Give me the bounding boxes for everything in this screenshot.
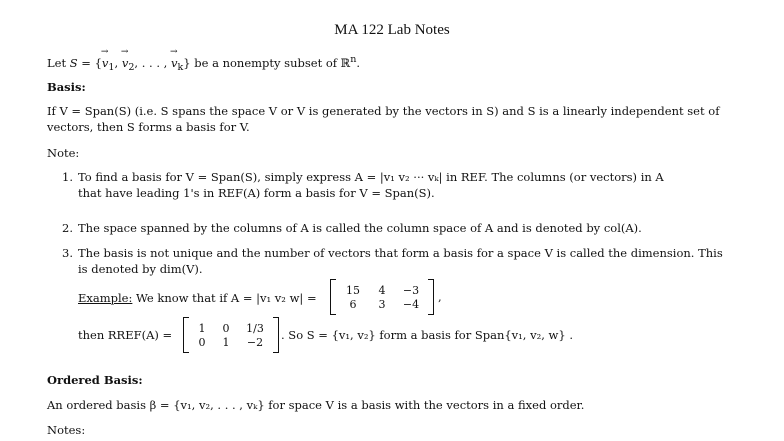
item-number: 2. bbox=[62, 221, 73, 235]
intro-line bbox=[47, 54, 360, 73]
matrix-a bbox=[330, 280, 442, 314]
example-label: Example: bbox=[78, 291, 133, 305]
notes-label: Notes: bbox=[47, 423, 86, 437]
matrix-rref-cells bbox=[189, 322, 273, 349]
subscript: k bbox=[177, 62, 184, 74]
item-2-line-1: The space spanned by the columns of A is called the column space of A and is denoted by col(A). bbox=[78, 221, 642, 235]
ordered-basis-definition: An ordered basis β = {v₁, v₂, . . . , vₖ} for space V is a basis with the vectors in a fixed order. bbox=[47, 398, 585, 412]
matrix-cell: 4 bbox=[378, 283, 386, 297]
matrix-cell: 1/3 bbox=[246, 321, 264, 335]
intro-text: = { bbox=[77, 55, 102, 70]
rref-line: then RREF(A) = bbox=[78, 328, 173, 342]
item-3-line-1: The basis is not unique and the number of vectors that form a basis for a space V is called the dimension. This bbox=[78, 246, 723, 260]
subscript: 1 bbox=[108, 62, 115, 74]
intro-text: } be a nonempty subset of ℝ bbox=[183, 55, 351, 70]
matrix-cell: 1 bbox=[222, 335, 230, 349]
vector-symbol: → v bbox=[122, 56, 129, 70]
intro-text: . bbox=[356, 55, 361, 70]
item-3-line-2: is denoted by dim(V). bbox=[78, 262, 203, 276]
basis-definition-line-1: If V = Span(S) (i.e. S spans the space V or V is generated by the vectors in S) and S is a linearly independent set of bbox=[47, 104, 720, 118]
matrix-cell: 1 bbox=[198, 321, 206, 335]
example-text: We know that if A = |v₁ v₂ w| = bbox=[136, 291, 317, 305]
set-symbol: S bbox=[69, 55, 78, 70]
vector-symbol: → v bbox=[171, 56, 178, 70]
intro-text: Let bbox=[47, 55, 70, 70]
matrix-cell: −4 bbox=[402, 297, 420, 311]
item-number: 3. bbox=[62, 246, 73, 260]
matrix-bracket-right bbox=[273, 317, 279, 353]
note-label: Note: bbox=[47, 146, 80, 160]
matrix-cell: −2 bbox=[246, 335, 264, 349]
matrix-cell: 3 bbox=[378, 297, 386, 311]
ordered-basis-heading: Ordered Basis: bbox=[47, 373, 143, 387]
matrix-rref bbox=[183, 318, 573, 352]
page-title: MA 122 Lab Notes bbox=[334, 22, 450, 38]
item-1-line-1: To find a basis for V = Span(S), simply express A = |v₁ v₂ ··· vₖ| in REF. The columns (or vectors) in A bbox=[78, 170, 664, 184]
vector-symbol: → v bbox=[102, 56, 109, 70]
matrix-cell: 15 bbox=[346, 283, 360, 297]
matrix-cell: 0 bbox=[222, 321, 230, 335]
example-comma: , bbox=[438, 290, 442, 304]
subscript: 2 bbox=[128, 62, 135, 74]
intro-text: , bbox=[114, 55, 122, 70]
superscript: n bbox=[350, 54, 357, 65]
example-line bbox=[78, 291, 317, 305]
item-number: 1. bbox=[62, 170, 73, 184]
matrix-cell: 6 bbox=[349, 297, 357, 311]
matrix-a-cells bbox=[336, 284, 428, 311]
basis-heading: Basis: bbox=[47, 80, 86, 94]
rref-conclusion: . So S = {v₁, v₂} form a basis for Span{v₁, v₂, w} . bbox=[281, 328, 573, 342]
matrix-cell: 0 bbox=[198, 335, 206, 349]
basis-definition-line-2: vectors, then S forms a basis for V. bbox=[47, 120, 250, 134]
matrix-bracket-right bbox=[428, 279, 434, 315]
intro-text: , . . . , bbox=[134, 55, 171, 70]
item-1-line-2: that have leading 1's in REF(A) form a basis for V = Span(S). bbox=[78, 186, 435, 200]
matrix-cell: −3 bbox=[402, 283, 420, 297]
